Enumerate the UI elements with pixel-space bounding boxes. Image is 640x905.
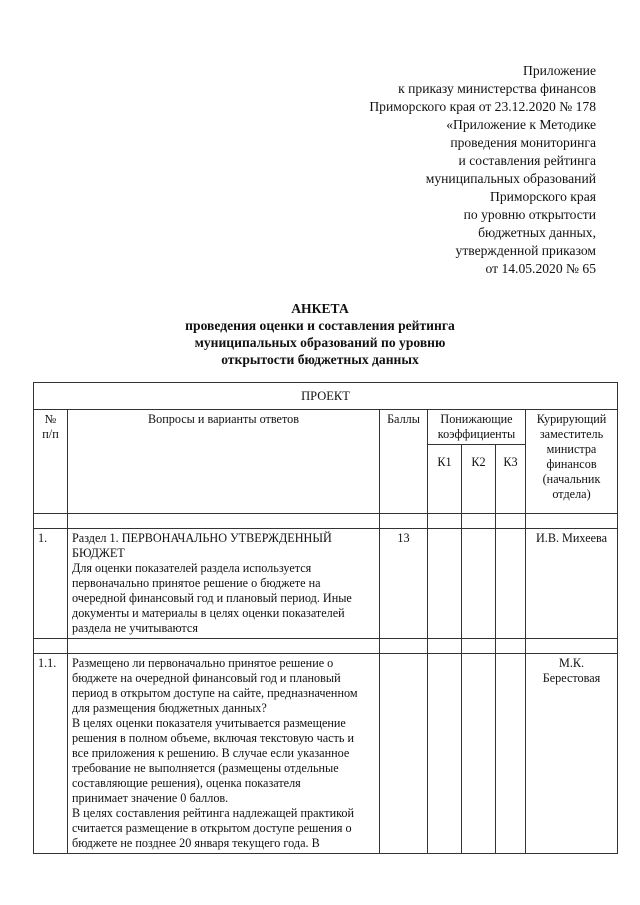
appendix-line: «Приложение к Методике	[446, 117, 596, 132]
row-num: 1.1.	[34, 654, 68, 854]
header-questions: Вопросы и варианты ответов	[68, 410, 380, 514]
spacer-row	[34, 639, 618, 654]
row-num: 1.	[34, 529, 68, 639]
row-k2	[462, 654, 496, 854]
header-coefficients	[428, 410, 526, 445]
row-text-line: Размещено ли первоначально принятое решение о	[72, 656, 334, 670]
appendix-line: от 14.05.2020 № 65	[485, 261, 596, 276]
row-k1	[428, 529, 462, 639]
row-text-line: документы и материалы в целях оценки показателей	[72, 606, 345, 620]
row-k3	[496, 529, 526, 639]
appendix-line: Приложение	[523, 63, 596, 78]
table-row	[34, 529, 618, 639]
header-num	[34, 410, 68, 514]
row-k3	[496, 654, 526, 854]
row-k2	[462, 529, 496, 639]
header-num-line: №	[44, 412, 57, 426]
header-curator-line: финансов	[546, 457, 597, 471]
header-num-line: п/п	[42, 427, 59, 441]
row-text-line: очередной финансовый год и плановый период. Иные	[72, 591, 352, 605]
row-text-line: считается размещение в открытом доступе решения о	[72, 821, 352, 835]
header-k2: К2	[462, 445, 496, 514]
project-header: ПРОЕКТ	[34, 383, 618, 410]
row-points	[380, 654, 428, 854]
row-text-line: первоначально принятое решение о бюджете на	[72, 576, 321, 590]
questionnaire-table	[33, 382, 618, 854]
table-row	[34, 654, 618, 854]
document-title	[0, 300, 640, 368]
row-points: 13	[380, 529, 428, 639]
appendix-block	[369, 62, 596, 278]
row-curator: И.В. Михеева	[526, 529, 618, 639]
row-text	[68, 654, 380, 854]
header-curator	[526, 410, 618, 514]
title-line: открытости бюджетных данных	[221, 352, 419, 367]
row-text-line: период в открытом доступе на сайте, предназначенном	[72, 686, 358, 700]
appendix-line: утвержденной приказом	[455, 243, 596, 258]
row-curator: М.К. Берестовая	[526, 654, 618, 854]
header-curator-line: (начальник	[542, 472, 601, 486]
row-text-line: Для оценки показателей раздела используется	[72, 561, 312, 575]
spacer-row	[34, 514, 618, 529]
header-curator-line: Курирующий	[536, 412, 607, 426]
row-text-line: составляющие решения), оценка показателя	[72, 776, 301, 790]
row-text-line: принимает значение 0 баллов.	[72, 791, 229, 805]
header-k3: К3	[496, 445, 526, 514]
row-k1	[428, 654, 462, 854]
header-coef-line: Понижающие	[440, 412, 513, 426]
row-text-line: В целях оценки показателя учитывается размещение	[72, 716, 346, 730]
appendix-line: бюджетных данных,	[478, 225, 596, 240]
row-text-line: В целях составления рейтинга надлежащей практикой	[72, 806, 355, 820]
row-text-line: БЮДЖЕТ	[72, 546, 125, 560]
appendix-line: проведения мониторинга	[450, 135, 596, 150]
header-k1: К1	[428, 445, 462, 514]
appendix-line: и составления рейтинга	[458, 153, 596, 168]
title-line: АНКЕТА	[291, 301, 349, 316]
title-line: проведения оценки и составления рейтинга	[185, 318, 455, 333]
row-text-line: бюджете не позднее 20 января текущего года. В	[72, 836, 320, 850]
row-text-line: все приложения к решению. В случае если указанное	[72, 746, 350, 760]
header-curator-line: министра	[546, 442, 597, 456]
row-text-line: бюджете на очередной финансовый год и плановый	[72, 671, 341, 685]
appendix-line: по уровню открытости	[463, 207, 596, 222]
header-curator-line: отдела)	[552, 487, 591, 501]
row-text-line: для размещения бюджетных данных?	[72, 701, 267, 715]
title-line: муниципальных образований по уровню	[194, 335, 446, 350]
appendix-line: Приморского края от 23.12.2020 № 178	[369, 99, 596, 114]
header-points: Баллы	[380, 410, 428, 514]
row-text-line: раздела не учитываются	[72, 621, 198, 635]
appendix-line: муниципальных образований	[425, 171, 596, 186]
row-text	[68, 529, 380, 639]
row-text-line: решения в полном объеме, включая текстовую часть и	[72, 731, 354, 745]
row-text-line: требование не выполняется (размещены отдельные	[72, 761, 339, 775]
appendix-line: к приказу министерства финансов	[398, 81, 596, 96]
header-curator-line: заместитель	[539, 427, 604, 441]
header-coef-line: коэффициенты	[437, 427, 516, 441]
appendix-line: Приморского края	[490, 189, 596, 204]
row-text-line: Раздел 1. ПЕРВОНАЧАЛЬНО УТВЕРЖДЕННЫЙ	[72, 531, 332, 545]
